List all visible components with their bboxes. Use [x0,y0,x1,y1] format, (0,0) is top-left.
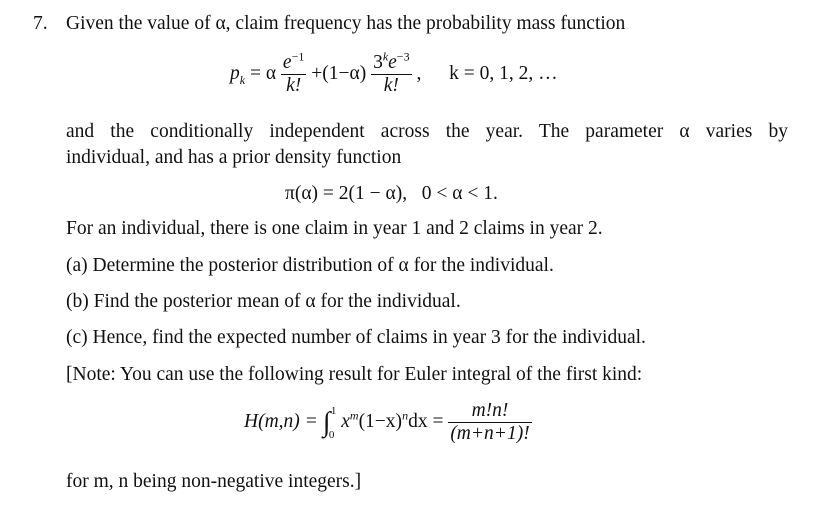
pmf-term2-num-sup2: −3 [396,49,410,64]
note: [Note: You can use the following result for Euler integral of the first kind: [66,364,643,385]
part-b: (b) Find the posterior mean of α for the individual. [66,291,461,312]
pmf-term1-den: k! [281,74,306,97]
euler-upper-limit: 1 [330,404,337,417]
pmf-term2-num: 3 [373,52,383,73]
part-c: (c) Hence, find the expected number of claims in year 3 for the individual. [66,327,646,348]
pmf-term1-num: e [282,52,292,73]
pmf-lhs: p [230,62,240,84]
paragraph1-line1: and the conditionally independent across the year. The parameter α varies by [66,121,788,142]
euler-frac-den: (m+n+1)! [450,423,530,444]
euler-sup-n: n [402,408,409,423]
pmf-lhs-sub: k [239,72,246,87]
pmf-term2-den: k! [371,74,412,97]
euler-dx: dx = [408,410,444,432]
euler-sup-m: m [349,408,359,423]
pmf-term2-fraction [371,49,412,97]
prior-density: π(α) = 2(1 − α), 0 < α < 1. [285,183,498,204]
pmf-term2-num-sup1: k [382,49,389,64]
euler-lower-limit: 0 [328,428,335,441]
pmf-comma: , [416,62,422,84]
euler-integrand-mid: (1−x) [358,410,403,432]
euler-integral-sign: ∫ 1 0 [322,404,337,441]
euler-integrand-x: x [341,410,350,432]
euler-equation [244,400,532,445]
euler-lhs: H(m,n) = [244,410,318,432]
pmf-range: k = 0, 1, 2, … [449,62,558,84]
paragraph2: For an individual, there is one claim in year 1 and 2 claims in year 2. [66,218,603,239]
pmf-equation [230,49,558,97]
question-intro: Given the value of α, claim frequency has the probability mass function [66,13,626,34]
pmf-mid: +(1−α) [311,62,367,84]
closing: for m, n being non-negative integers.] [66,471,362,492]
pmf-term2-num-e: e [388,52,397,73]
paragraph1-line2: individual, and has a prior density function [66,147,402,168]
part-a: (a) Determine the posterior distribution of α for the individual. [66,255,554,276]
euler-frac-num: m!n! [471,400,509,421]
pmf-term1-num-sup: −1 [291,49,305,64]
pmf-eq-alpha: = α [249,62,277,84]
question-number: 7. [33,13,48,34]
pmf-term1-fraction [281,49,306,97]
euler-fraction [448,400,531,445]
